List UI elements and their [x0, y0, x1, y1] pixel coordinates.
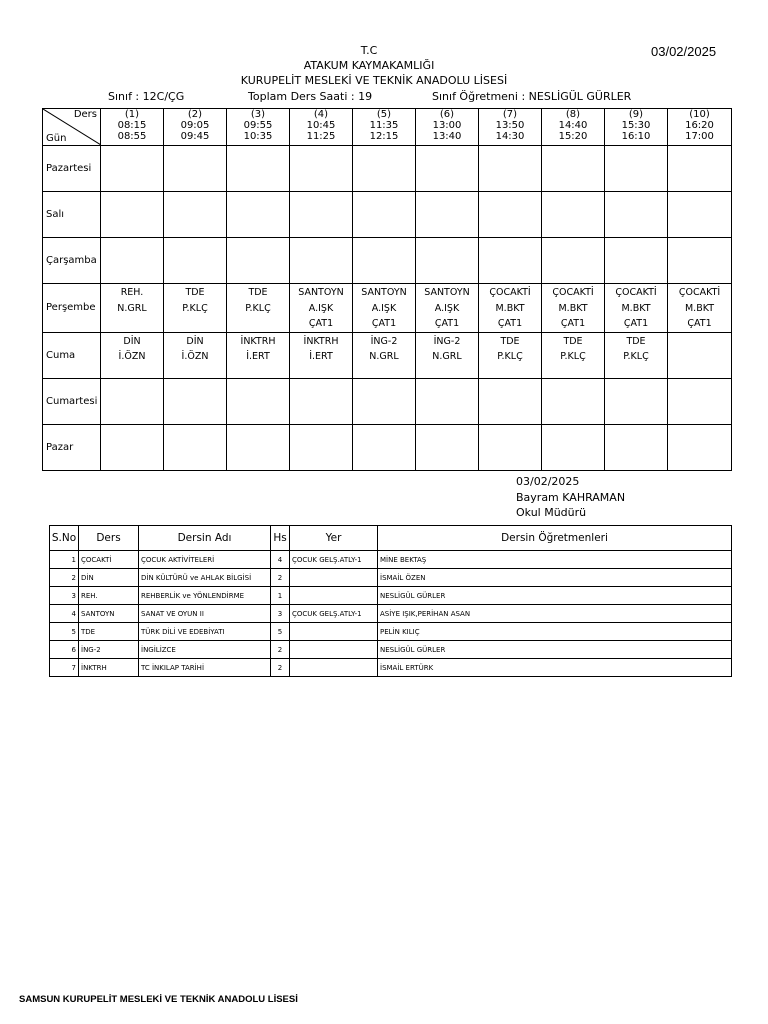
lesson-cell — [668, 332, 732, 378]
lesson-teachers: PELİN KILIÇ — [378, 623, 732, 641]
lesson-cell-line: İ.ERT — [246, 351, 270, 362]
corner-cell — [43, 109, 101, 146]
period-header — [164, 109, 227, 146]
lesson-cell — [668, 192, 732, 238]
lesson-cell — [227, 146, 290, 192]
class-info — [108, 90, 184, 103]
lesson-cell — [416, 378, 479, 424]
lesson-name: ÇOCUK AKTİVİTELERİ — [139, 551, 271, 569]
lesson-cell — [164, 332, 227, 378]
lesson-cell-line: A.IŞK — [371, 302, 397, 314]
period-start: 10:45 — [306, 120, 336, 131]
lesson-cell — [353, 332, 416, 378]
lesson-cell-line: ÇOCAKTİ — [552, 287, 594, 298]
lesson-cell-line: M.BKT — [495, 302, 525, 314]
period-end: 14:30 — [495, 131, 525, 142]
lessons-row — [50, 551, 732, 569]
corner-gun-label: Gün — [46, 133, 67, 144]
period-start: 13:50 — [495, 120, 525, 131]
lesson-cell — [227, 424, 290, 470]
lesson-place — [290, 623, 378, 641]
lesson-cell — [668, 146, 732, 192]
lesson-cell — [101, 146, 164, 192]
period-end: 10:35 — [243, 131, 273, 142]
total-hours-label: Toplam Ders Saati : — [248, 90, 355, 103]
lesson-cell-line: TDE — [248, 287, 268, 298]
period-number: (3) — [250, 109, 266, 120]
lessons-row — [50, 659, 732, 677]
lesson-cell — [353, 284, 416, 333]
lesson-cell-line: İNKTRH — [240, 335, 276, 347]
lessons-row — [50, 587, 732, 605]
lesson-cell-line: A.IŞK — [434, 302, 460, 314]
class-label: Sınıf : — [108, 90, 140, 103]
lesson-cell-line: İ.ÖZN — [118, 351, 146, 362]
day-name: Çarşamba — [43, 238, 101, 284]
lesson-cell — [101, 378, 164, 424]
lesson-code: DİN — [79, 569, 139, 587]
lesson-cell — [479, 238, 542, 284]
lesson-cell — [542, 424, 605, 470]
lesson-cell — [101, 332, 164, 378]
lessons-column-header: S.No — [50, 526, 79, 551]
lesson-cell — [290, 332, 353, 378]
day-name: Pazar — [43, 424, 101, 470]
period-start: 16:20 — [685, 120, 714, 131]
lesson-teachers: İSMAİL ÖZEN — [378, 569, 732, 587]
total-hours-value: 19 — [358, 90, 373, 103]
lesson-cell — [605, 424, 668, 470]
lesson-cell — [164, 146, 227, 192]
lessons-row — [50, 641, 732, 659]
lessons-column-header: Ders — [79, 526, 139, 551]
lesson-cell-line: İNG-2 — [433, 335, 461, 347]
lesson-cell — [290, 192, 353, 238]
schedule-header-row — [43, 109, 732, 146]
lesson-cell — [668, 238, 732, 284]
lesson-cell-line: ÇAT1 — [434, 318, 460, 329]
lesson-place — [290, 587, 378, 605]
corner-ders-label: Ders — [73, 109, 97, 120]
period-number: (10) — [689, 109, 710, 120]
class-teacher-value: NESLİGÜL GÜRLER — [528, 90, 632, 103]
lesson-teachers: MİNE BEKTAŞ — [378, 551, 732, 569]
lesson-hours: 3 — [271, 605, 290, 623]
lessons-row — [50, 605, 732, 623]
lesson-number: 2 — [50, 569, 79, 587]
lesson-cell — [227, 192, 290, 238]
day-name: Pazartesi — [43, 146, 101, 192]
period-start: 11:35 — [369, 120, 399, 131]
lesson-number: 1 — [50, 551, 79, 569]
lesson-hours: 2 — [271, 641, 290, 659]
lesson-cell — [479, 378, 542, 424]
lesson-cell — [416, 424, 479, 470]
period-number: (8) — [565, 109, 581, 120]
lessons-header-row — [50, 526, 732, 551]
day-row — [43, 146, 732, 192]
lesson-cell-line: ÇAT1 — [497, 318, 523, 329]
lesson-cell — [542, 284, 605, 333]
period-number: (9) — [628, 109, 644, 120]
lesson-cell-line: P.KLÇ — [497, 351, 523, 362]
lesson-cell-line: A.IŞK — [308, 302, 334, 314]
class-value: 12C/ÇG — [142, 90, 185, 103]
lesson-cell — [164, 378, 227, 424]
period-start: 15:30 — [621, 120, 651, 131]
lesson-cell — [101, 424, 164, 470]
lesson-cell — [290, 238, 353, 284]
lesson-cell — [416, 284, 479, 333]
day-name: Perşembe — [43, 284, 101, 333]
lesson-cell-line: İNKTRH — [303, 335, 339, 347]
lesson-cell-line: ÇAT1 — [308, 318, 334, 329]
period-start: 09:55 — [243, 120, 273, 131]
lesson-place: ÇOCUK GELŞ.ATLY-1 — [290, 605, 378, 623]
lesson-cell-line: M.BKT — [684, 302, 715, 314]
total-hours — [248, 90, 372, 103]
lesson-cell — [227, 332, 290, 378]
lesson-number: 7 — [50, 659, 79, 677]
lesson-cell — [290, 146, 353, 192]
lesson-cell — [542, 332, 605, 378]
lesson-cell — [605, 284, 668, 333]
day-row — [43, 238, 732, 284]
lesson-hours: 5 — [271, 623, 290, 641]
lesson-cell-line: P.KLÇ — [182, 302, 208, 314]
lesson-cell-line: M.BKT — [621, 302, 651, 314]
lesson-cell-line: ÇAT1 — [623, 318, 649, 329]
lesson-hours: 1 — [271, 587, 290, 605]
lesson-cell-line: ÇOCAKTİ — [615, 287, 657, 298]
period-start: 09:05 — [180, 120, 210, 131]
lesson-cell — [101, 284, 164, 333]
period-header — [542, 109, 605, 146]
footer-school-name: SAMSUN KURUPELİT MESLEKİ VE TEKNİK ANADOLU LİSESİ — [19, 994, 298, 1005]
period-number: (5) — [376, 109, 392, 120]
period-end: 11:25 — [306, 131, 336, 142]
lesson-cell-line: SANTOYN — [361, 287, 407, 298]
lesson-cell — [668, 284, 732, 333]
lesson-cell-line: ÇOCAKTİ — [489, 287, 531, 298]
period-start: 08:15 — [117, 120, 147, 131]
lesson-cell — [227, 378, 290, 424]
lesson-cell — [353, 146, 416, 192]
period-number: (1) — [124, 109, 140, 120]
lesson-cell — [416, 146, 479, 192]
lesson-cell — [353, 192, 416, 238]
class-teacher-label: Sınıf Öğretmeni : — [432, 90, 526, 103]
day-name: Salı — [43, 192, 101, 238]
lesson-cell — [416, 332, 479, 378]
lesson-cell-line: P.KLÇ — [623, 351, 649, 362]
lesson-cell — [353, 238, 416, 284]
lesson-name: TC İNKILAP TARİHİ — [139, 659, 271, 677]
lesson-name: SANAT VE OYUN II — [139, 605, 271, 623]
header-line-tc: T.C — [360, 44, 378, 57]
lesson-code: REH. — [79, 587, 139, 605]
lesson-cell-line: M.BKT — [558, 302, 588, 314]
lesson-number: 6 — [50, 641, 79, 659]
lesson-cell-line: SANTOYN — [424, 287, 470, 298]
lesson-cell — [668, 378, 732, 424]
period-end: 17:00 — [685, 131, 714, 142]
lesson-hours: 4 — [271, 551, 290, 569]
period-number: (7) — [502, 109, 518, 120]
lesson-number: 5 — [50, 623, 79, 641]
lesson-cell — [164, 238, 227, 284]
lesson-cell-line: P.KLÇ — [560, 351, 586, 362]
lessons-column-header: Dersin Adı — [139, 526, 271, 551]
lesson-cell — [101, 192, 164, 238]
header-line-kaymakamlik: ATAKUM KAYMAKAMLIĞI — [303, 59, 435, 72]
lesson-teachers: NESLİGÜL GÜRLER — [378, 641, 732, 659]
lesson-cell-line: REH. — [120, 287, 144, 298]
lessons-row — [50, 623, 732, 641]
period-header — [668, 109, 732, 146]
lesson-cell-line: SANTOYN — [298, 287, 344, 298]
lesson-code: TDE — [79, 623, 139, 641]
lesson-cell-line: DİN — [123, 335, 141, 347]
lessons-table — [49, 525, 732, 677]
lesson-code: SANTOYN — [79, 605, 139, 623]
period-end: 15:20 — [558, 131, 588, 142]
lesson-hours: 2 — [271, 569, 290, 587]
lesson-hours: 2 — [271, 659, 290, 677]
lesson-cell-line: DİN — [186, 335, 204, 347]
lesson-cell-line: İNG-2 — [370, 335, 398, 347]
lesson-teachers: NESLİGÜL GÜRLER — [378, 587, 732, 605]
lesson-cell — [605, 238, 668, 284]
lesson-code: İNG-2 — [79, 641, 139, 659]
print-date: 03/02/2025 — [651, 44, 717, 59]
period-start: 14:40 — [558, 120, 588, 131]
lesson-cell-line: TDE — [563, 335, 583, 347]
lesson-cell-line: ÇAT1 — [687, 318, 712, 329]
lesson-cell — [668, 424, 732, 470]
lessons-column-header: Dersin Öğretmenleri — [378, 526, 732, 551]
lesson-cell — [164, 284, 227, 333]
period-number: (6) — [439, 109, 455, 120]
lesson-cell — [542, 146, 605, 192]
lesson-number: 3 — [50, 587, 79, 605]
period-header — [101, 109, 164, 146]
header-line-school: KURUPELİT MESLEKİ VE TEKNİK ANADOLU LİSESİ — [240, 74, 508, 87]
lesson-name: REHBERLİK ve YÖNLENDİRME — [139, 587, 271, 605]
period-end: 13:40 — [432, 131, 462, 142]
lesson-cell-line: ÇOCAKTİ — [678, 287, 721, 298]
lesson-cell — [479, 192, 542, 238]
lesson-cell-line: TDE — [626, 335, 646, 347]
lesson-code: İNKTRH — [79, 659, 139, 677]
lesson-place — [290, 569, 378, 587]
lesson-place — [290, 659, 378, 677]
lessons-column-header: Yer — [290, 526, 378, 551]
lesson-teachers: İSMAİL ERTÜRK — [378, 659, 732, 677]
lesson-cell — [605, 332, 668, 378]
lesson-cell-line: N.GRL — [432, 351, 462, 362]
lesson-cell — [227, 284, 290, 333]
lesson-cell — [290, 424, 353, 470]
lesson-cell-line: İ.ÖZN — [181, 351, 209, 362]
period-header — [290, 109, 353, 146]
lesson-cell — [542, 378, 605, 424]
weekly-schedule-table — [42, 108, 732, 471]
period-number: (4) — [313, 109, 329, 120]
lesson-cell — [605, 378, 668, 424]
class-teacher — [432, 90, 631, 103]
lesson-cell — [542, 192, 605, 238]
day-row — [43, 378, 732, 424]
period-end: 12:15 — [369, 131, 399, 142]
day-row — [43, 192, 732, 238]
lesson-cell-line: TDE — [500, 335, 520, 347]
lesson-cell — [353, 378, 416, 424]
lesson-name: DİN KÜLTÜRÜ ve AHLAK BİLGİSİ — [139, 569, 271, 587]
lesson-cell — [542, 238, 605, 284]
lesson-cell — [479, 284, 542, 333]
lesson-cell-line: N.GRL — [117, 302, 147, 314]
lesson-teachers: ASİYE IŞIK,PERİHAN ASAN — [378, 605, 732, 623]
lesson-cell-line: ÇAT1 — [560, 318, 586, 329]
period-start: 13:00 — [432, 120, 462, 131]
lesson-code: ÇOCAKTİ — [79, 551, 139, 569]
lesson-cell — [416, 238, 479, 284]
lesson-cell-line: N.GRL — [369, 351, 399, 362]
period-header — [353, 109, 416, 146]
lesson-cell-line: P.KLÇ — [245, 302, 271, 314]
lesson-cell — [290, 284, 353, 333]
day-name: Cuma — [43, 332, 101, 378]
lesson-cell — [479, 146, 542, 192]
lesson-place — [290, 641, 378, 659]
period-header — [479, 109, 542, 146]
day-row — [43, 424, 732, 470]
period-header — [605, 109, 668, 146]
lesson-cell — [479, 332, 542, 378]
principal-name: Bayram KAHRAMAN — [516, 491, 626, 504]
lesson-cell — [479, 424, 542, 470]
lesson-cell — [290, 378, 353, 424]
lesson-name: TÜRK DİLİ VE EDEBİYATI — [139, 623, 271, 641]
period-header — [227, 109, 290, 146]
period-number: (2) — [187, 109, 203, 120]
period-end: 08:55 — [117, 131, 147, 142]
period-end: 09:45 — [180, 131, 210, 142]
lessons-column-header: Hs — [271, 526, 290, 551]
lesson-cell-line: TDE — [185, 287, 205, 298]
lesson-cell — [605, 146, 668, 192]
lesson-cell — [164, 192, 227, 238]
lesson-cell — [101, 238, 164, 284]
signature-date: 03/02/2025 — [516, 475, 580, 488]
lesson-cell — [605, 192, 668, 238]
lessons-row — [50, 569, 732, 587]
day-row — [43, 284, 732, 333]
period-header — [416, 109, 479, 146]
lesson-cell-line: ÇAT1 — [371, 318, 397, 329]
lesson-cell-line: İ.ERT — [309, 351, 333, 362]
day-name: Cumartesi — [43, 378, 101, 424]
lesson-cell — [164, 424, 227, 470]
period-end: 16:10 — [621, 131, 651, 142]
lesson-name: İNGİLİZCE — [139, 641, 271, 659]
lesson-cell — [353, 424, 416, 470]
lesson-place: ÇOCUK GELŞ.ATLY-1 — [290, 551, 378, 569]
day-row — [43, 332, 732, 378]
lesson-cell — [416, 192, 479, 238]
lesson-cell — [227, 238, 290, 284]
principal-title: Okul Müdürü — [516, 506, 587, 519]
lesson-number: 4 — [50, 605, 79, 623]
